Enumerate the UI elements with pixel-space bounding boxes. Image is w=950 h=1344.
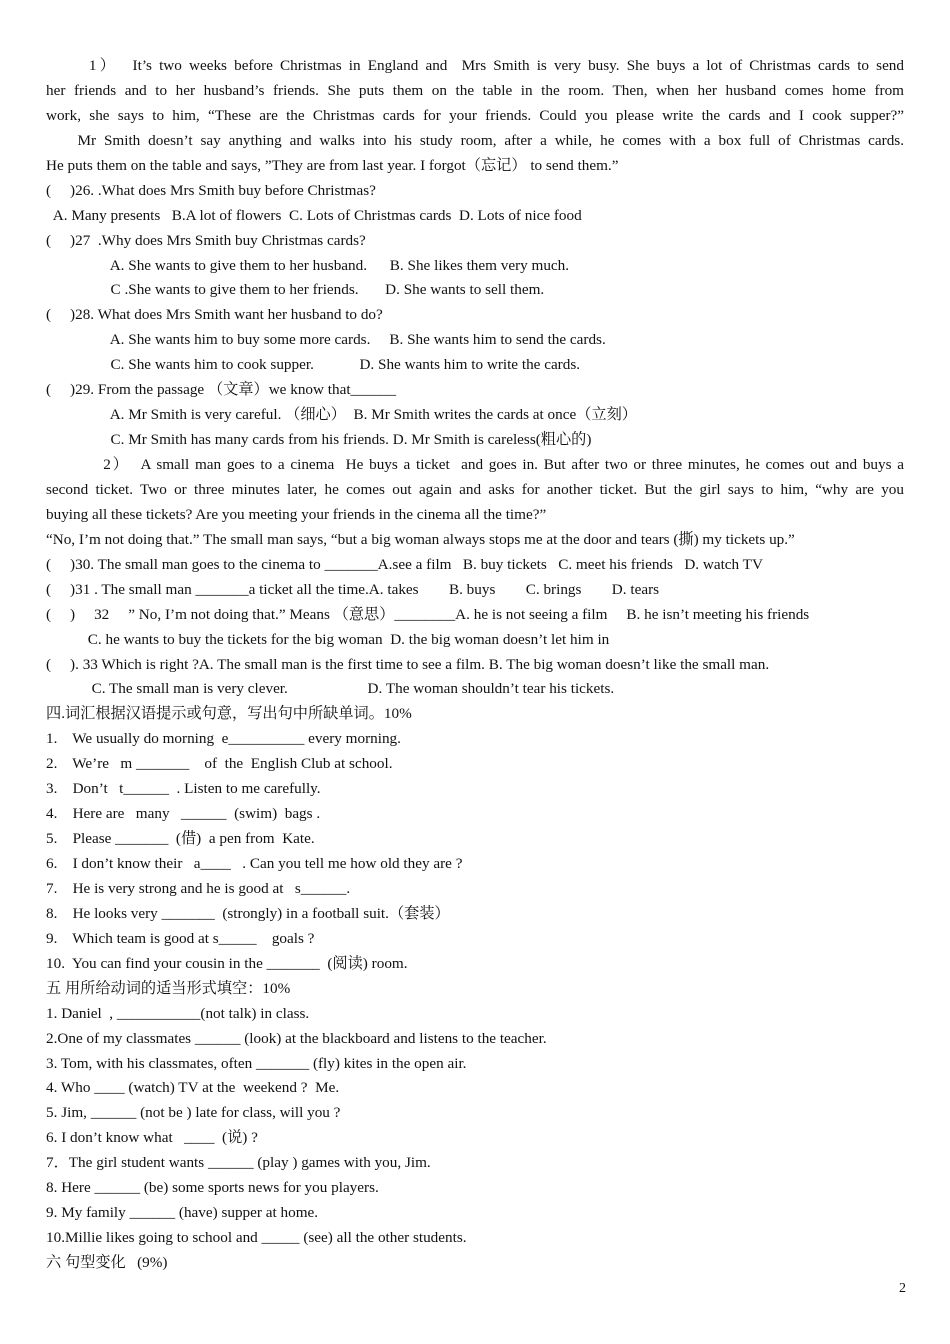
verb-item: 6. I don’t know what ____ (说) ? [46,1129,258,1147]
vocab-item: 2. We’re m _______ of the English Club at school. [46,755,393,773]
section5-heading: 五 用所给动词的适当形式填空：10% [46,979,291,997]
verb-item: 3. Tom, with his classmates, often _______ (fly) kites in the open air. [46,1054,467,1072]
passage2-line: buying all these tickets? Are you meeting your friends in the cinema all the time?” [46,505,547,523]
passage1-line: Mr Smith doesn’t say anything and walks into his study room, after a while, he comes with a box full of Christmas cards. [46,131,904,149]
vocab-item: 5. Please _______ (借) a pen from Kate. [46,830,315,848]
vocab-item: 9. Which team is good at s_____ goals ? [46,929,315,947]
question-28: ( )28. What does Mrs Smith want her husband to do? [46,306,383,324]
question-29-options: A. Mr Smith is very careful. （细心） B. Mr Smith writes the cards at once（立刻） [46,406,637,424]
question-26: ( )26. .What does Mrs Smith buy before Christmas? [46,181,376,199]
question-33: ( ). 33 Which is right ?A. The small man is the first time to see a film. B. The big woman doesn’t like the small man. [46,655,770,673]
page-number: 2 [899,1281,906,1296]
verb-item: 9. My family ______ (have) supper at home. [46,1204,319,1222]
passage2-line: second ticket. Two or three minutes later, he comes out again and asks for another ticket. But the girl says to him, “why are you [46,480,904,498]
verb-item: 7．The girl student wants ______ (play ) games with you, Jim. [46,1154,431,1172]
question-26-options: A. Many presents B.A lot of flowers C. Lots of Christmas cards D. Lots of nice food [46,206,582,224]
question-27: ( )27 .Why does Mrs Smith buy Christmas cards? [46,231,366,249]
question-32: ( ) 32 ” No, I’m not doing that.” Means （意思）________A. he is not seeing a film B. he isn’t meeting his friends [46,605,810,623]
vocab-item: 4. Here are many ______ (swim) bags . [46,805,321,823]
question-29: ( )29. From the passage （文章）we know that______ [46,381,397,399]
question-30: ( )30. The small man goes to the cinema to _______A.see a film B. buy tickets C. meet his friends D. watch TV [46,555,763,573]
verb-item: 10.Millie likes going to school and _____ (see) all the other students. [46,1229,467,1247]
passage1-line: her friends and to her husband’s friends. She puts them on the table in the room. Then, when her husband comes home from [46,81,904,99]
section6-heading: 六 句型变化 (9%) [46,1254,168,1271]
verb-item: 1. Daniel , ___________(not talk) in class. [46,1004,310,1022]
question-28-options: A. She wants him to buy some more cards. B. She wants him to send the cards. [46,331,606,349]
verb-item: 4. Who ____ (watch) TV at the weekend ? Me. [46,1079,340,1097]
passage1-line: 1） It’s two weeks before Christmas in England and Mrs Smith is very busy. She buys a lot of Christmas cards to send [46,57,904,74]
vocab-item: 7. He is very strong and he is good at s______. [46,879,351,897]
verb-item: 2.One of my classmates ______ (look) at the blackboard and listens to the teacher. [46,1029,547,1047]
verb-item: 5. Jim, ______ (not be ) late for class, will you ? [46,1104,341,1122]
vocab-item: 8. He looks very _______ (strongly) in a football suit.（套装） [46,904,450,922]
vocab-item: 6. I don’t know their a____ . Can you tell me how old they are ? [46,855,463,872]
question-32-options: C. he wants to buy the tickets for the big woman D. the big woman doesn’t let him in [46,630,610,648]
question-33-options: C. The small man is very clever. D. The woman shouldn’t tear his tickets. [46,680,615,698]
vocab-item: 10. You can find your cousin in the _______ (阅读) room. [46,954,408,972]
vocab-item: 3. Don’t t______ . Listen to me carefully. [46,780,321,798]
passage1-line: He puts them on the table and says, ”They are from last year. I forgot（忘记） to send them.” [46,156,619,174]
section4-heading: 四.词汇根据汉语提示或句意，写出句中所缺单词。10% [46,705,412,723]
question-29-options: C. Mr Smith has many cards from his friends. D. Mr Smith is careless(粗心的) [46,431,592,449]
vocab-item: 1. We usually do morning e__________ every morning. [46,730,401,748]
question-31: ( )31 . The small man _______a ticket all the time.A. takes B. buys C. brings D. tears [46,580,660,598]
passage2-line: “No, I’m not doing that.” The small man says, “but a big woman always stops me at the door and tears (撕) my tickets up.” [46,530,795,548]
passage1-line: work, she says to him, “These are the Christmas cards for your friends. Could you please write the cards and I cook supper?” [46,106,904,124]
question-27-options: A. She wants to give them to her husband. B. She likes them very much. [46,256,570,274]
worksheet-page [46,54,904,1276]
passage2-line: 2） A small man goes to a cinema He buys a ticket and goes in. But after two or three minutes, he comes out and buys a [46,456,904,473]
question-28-options: C. She wants him to cook supper. D. She wants him to write the cards. [46,356,581,374]
question-27-options: C .She wants to give them to her friends. D. She wants to sell them. [46,281,545,299]
verb-item: 8. Here ______ (be) some sports news for you players. [46,1179,379,1197]
